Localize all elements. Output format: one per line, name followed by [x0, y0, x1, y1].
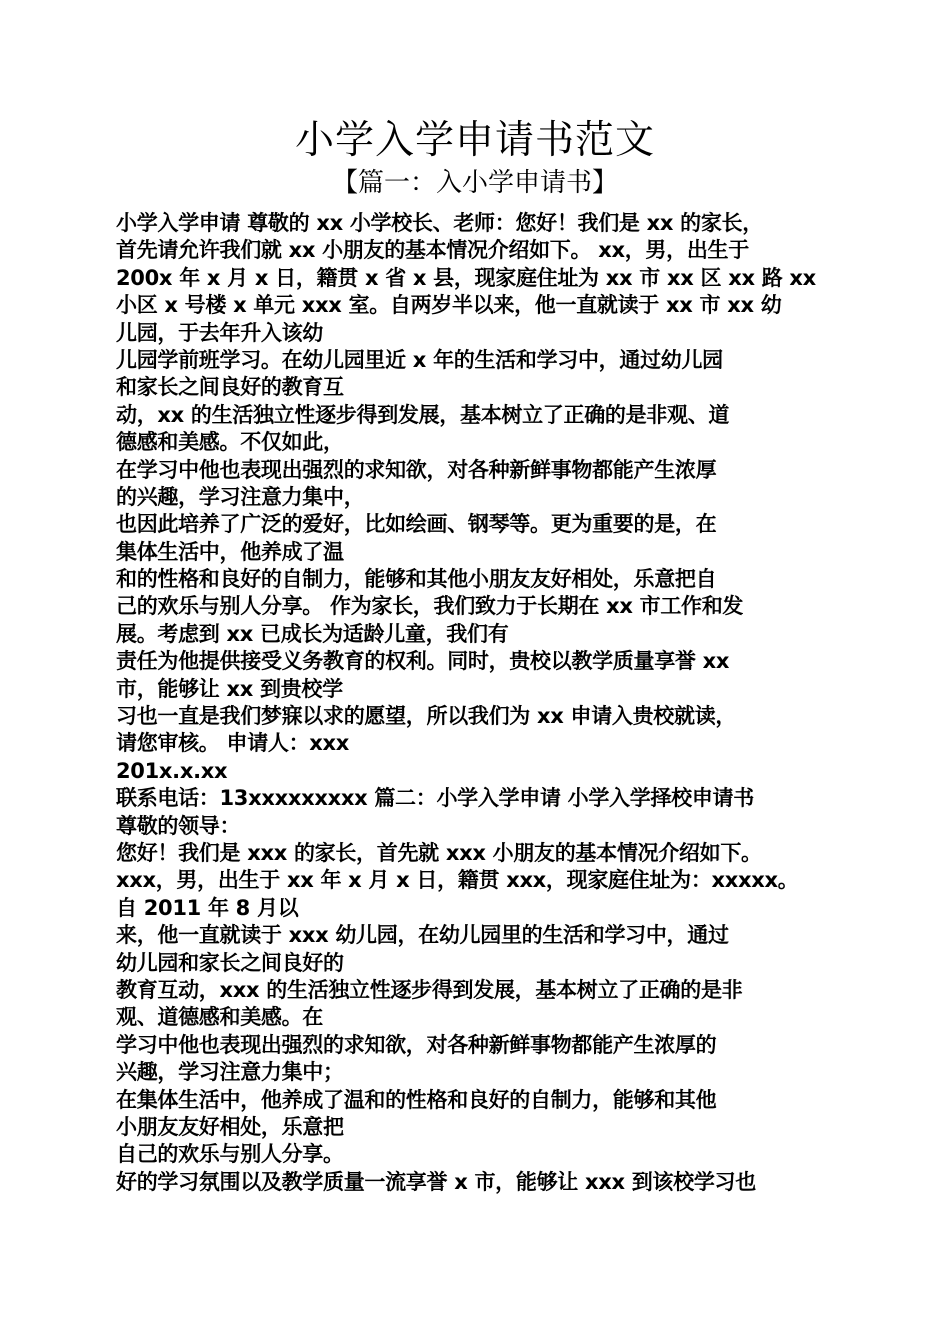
body-text-line: 幼儿园和家长之间良好的 [116, 950, 344, 975]
body-text-line: 您好！我们是 xxx 的家长，首先就 xxx 小朋友的基本情况介绍如下。 [116, 840, 762, 865]
body-text-line: 己的欢乐与别人分享。 作为家长，我们致力于长期在 xx 市工作和发 [116, 594, 744, 619]
body-text-line: 小学入学申请 尊敬的 xx 小学校长、老师：您好！我们是 xx 的家长， [116, 211, 763, 235]
body-text-line: 学习中他也表现出强烈的求知欲，对各种新鲜事物都能产生浓厚的 [116, 1032, 717, 1057]
body-text-line: 儿园学前班学习。在幼儿园里近 x 年的生活和学习中，通过幼儿园 [116, 347, 723, 372]
body-text-line: 联系电话：13xxxxxxxxx 篇二：小学入学申请 小学入学择校申请书 [116, 786, 754, 811]
body-text-line: 和家长之间良好的教育互 [116, 375, 344, 400]
body-text-line: 在集体生活中，他养成了温和的性格和良好的自制力，能够和其他 [116, 1087, 717, 1112]
body-text-line: 自 2011 年 8 月以 [116, 895, 299, 920]
body-text-line: 动，xx 的生活独立性逐步得到发展，基本树立了正确的是非观、道 [116, 402, 730, 427]
body-text-line: 自己的欢乐与别人分享。 [116, 1142, 344, 1167]
body-text-line: 首先请允许我们就 xx 小朋友的基本情况介绍如下。 xx，男，出生于 [116, 238, 749, 263]
body-text-line: 责任为他提供接受义务教育的权利。同时，贵校以教学质量享誉 xx [116, 649, 730, 674]
body-text-line: xxx，男，出生于 xx 年 x 月 x 日，籍贯 xxx，现家庭住址为：xxxxx。 [116, 868, 799, 893]
body-text-line: 200x 年 x 月 x 日，籍贯 x 省 x 县，现家庭住址为 xx 市 xx 区 xx 路 xx [116, 265, 816, 290]
body-text-line: 集体生活中，他养成了温 [116, 539, 344, 564]
body-text-line: 请您审核。 申请人：xxx [116, 731, 350, 756]
body-text-line: 小区 x 号楼 x 单元 xxx 室。自两岁半以来，他一直就读于 xx 市 xx 幼 [116, 293, 782, 318]
body-text-line: 好的学习氛围以及教学质量一流享誉 x 市，能够让 xxx 到该校学习也 [116, 1169, 756, 1194]
body-text-line: 也因此培养了广泛的爱好，比如绘画、钢琴等。更为重要的是，在 [116, 512, 717, 537]
body-text-line: 201x.x.xx [116, 758, 228, 783]
body-text-line: 来，他一直就读于 xxx 幼儿园，在幼儿园里的生活和学习中，通过 [116, 923, 729, 948]
body-text-line: 兴趣，学习注意力集中； [116, 1060, 344, 1085]
document-subtitle: 【篇一：入小学申请书】 [331, 168, 618, 198]
body-text-line: 市，能够让 xx 到贵校学 [116, 676, 343, 701]
body-text-line: 在学习中他也表现出强烈的求知欲，对各种新鲜事物都能产生浓厚 [116, 457, 717, 482]
body-text-line: 展。考虑到 xx 已成长为适龄儿童，我们有 [116, 621, 509, 646]
body-text-line: 习也一直是我们梦寐以求的愿望，所以我们为 xx 申请入贵校就读， [116, 704, 737, 729]
body-text-line: 教育互动，xxx 的生活独立性逐步得到发展，基本树立了正确的是非 [116, 977, 743, 1002]
body-text-line: 儿园，于去年升入该幼 [116, 320, 323, 345]
body-text-line: 和的性格和良好的自制力，能够和其他小朋友友好相处，乐意把自 [116, 567, 717, 592]
body-text-line: 观、道德感和美感。在 [116, 1005, 323, 1030]
body-text-line: 小朋友友好相处，乐意把 [116, 1114, 344, 1139]
body-text-line: 德感和美感。不仅如此， [116, 430, 344, 455]
document-title: 小学入学申请书范文 [294, 118, 655, 163]
body-text-line: 尊敬的领导： [116, 813, 241, 838]
document-body [116, 210, 840, 1196]
body-text-line: 的兴趣，学习注意力集中， [116, 484, 365, 509]
